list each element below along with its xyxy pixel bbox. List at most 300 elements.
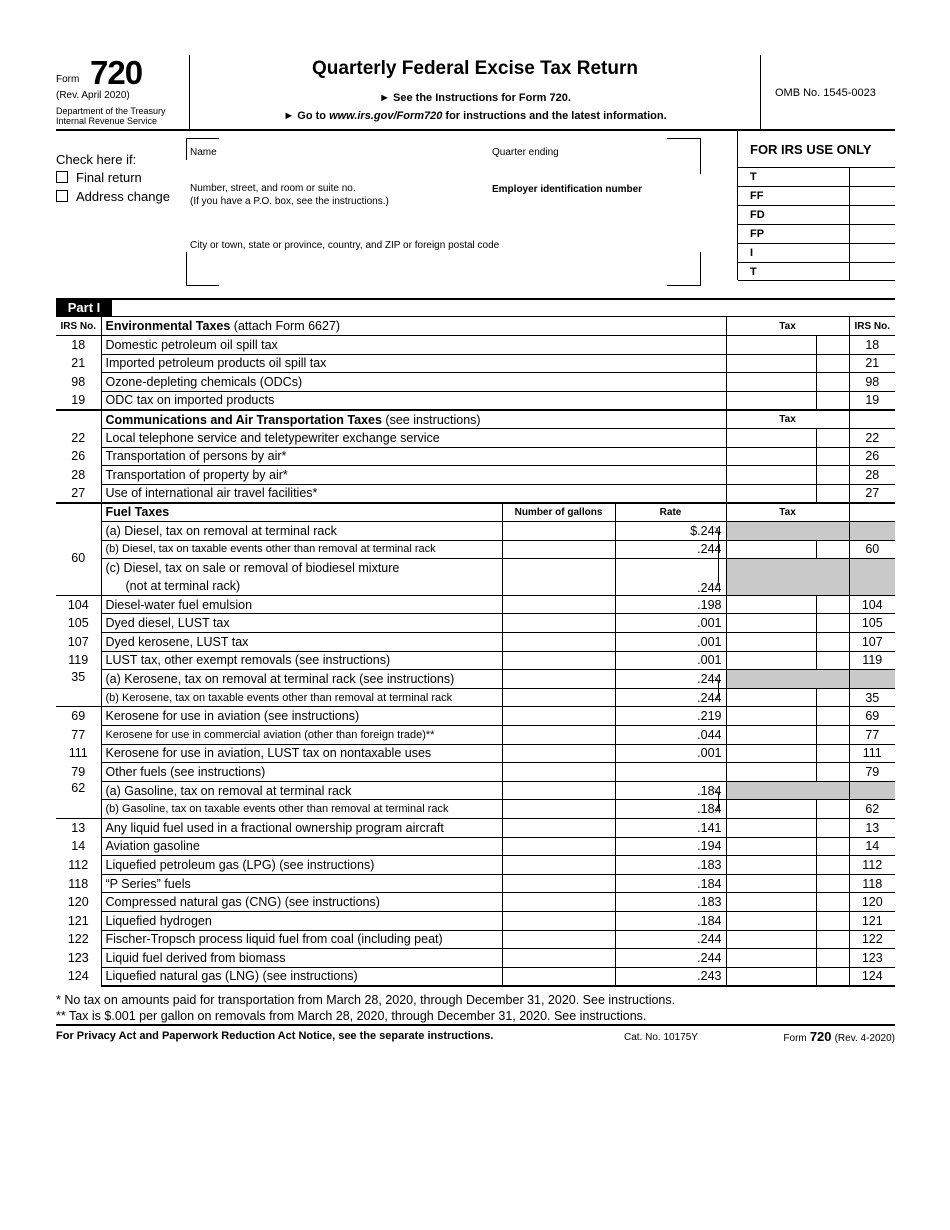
comm-title-note: (see instructions) [381,412,481,427]
table-row [56,837,895,856]
gallons-input[interactable] [502,818,615,837]
table-row [56,893,895,912]
final-return-label: Final return [76,170,142,185]
irs-number-right: 121 [849,911,895,930]
address-change-checkbox[interactable] [56,190,68,202]
rate-value: .001 [615,744,726,763]
check-here-label: Check here if: [56,152,137,167]
rate-value: .244 [615,559,726,596]
final-return-checkbox[interactable] [56,171,68,183]
tax-dollars-input[interactable] [726,466,816,485]
row-description: Any liquid fuel used in a fractional ownership program aircraft [101,818,502,837]
tax-dollars-input[interactable] [726,967,816,986]
fuel-title: Fuel Taxes [101,503,502,522]
tax-dollars-input[interactable] [726,391,816,410]
footnote-2: ** Tax is $.001 per gallon on removals from March 28, 2020, through December 31, 2020. See instructions. [56,1009,647,1023]
rate-value: .243 [615,967,726,986]
irs-code: FP [750,228,765,240]
gallons-input[interactable] [502,856,615,875]
row-description: Diesel-water fuel emulsion [101,595,502,614]
irs-number: 77 [56,725,101,744]
city-field-label: City or town, state or province, country, and ZIP or foreign postal code [190,240,500,251]
table-row [56,670,895,689]
irs-code: FF [750,190,764,202]
row-description: Liquid fuel derived from biomass [101,949,502,968]
tax-dollars-input[interactable] [726,911,816,930]
gallons-input[interactable] [502,930,615,949]
shaded-cell [726,781,849,800]
shaded-cell [849,559,895,596]
table-row [56,930,895,949]
shaded-cell [726,522,849,541]
rate-value: .184 [615,874,726,893]
table-row [56,781,895,800]
irs-number: 122 [56,930,101,949]
rate-value: .198 [615,595,726,614]
tax-cents-input[interactable] [816,633,849,652]
tax-dollars-input[interactable] [726,837,816,856]
table-row [56,429,895,448]
tax-dollars-input[interactable] [726,707,816,726]
rate-value: .001 [615,633,726,652]
privacy-notice: For Privacy Act and Paperwork Reduction Act Notice, see the separate instructions. [56,1030,494,1042]
table-row [56,967,895,986]
rate-value: .244 [615,688,726,707]
irs-number-right: 27 [849,484,895,503]
table-row [56,707,895,726]
irs-number-right: 35 [849,688,895,707]
part-label: Part I [56,299,112,316]
irs-number-right: 124 [849,967,895,986]
tax-cents-input[interactable] [816,429,849,448]
tax-cents-input[interactable] [816,447,849,466]
empty-cell [849,410,895,429]
empty-cell [849,503,895,522]
gallons-input[interactable] [502,633,615,652]
irs-number: 111 [56,744,101,763]
table-row [56,522,895,541]
table-row [56,633,895,652]
tax-cents-input[interactable] [816,651,849,670]
tax-cents-input[interactable] [816,484,849,503]
row-description: Kerosene for use in aviation, LUST tax on nontaxable uses [101,744,502,763]
bracket-right-top-h [667,138,700,139]
rate-value: .219 [615,707,726,726]
tax-dollars-input[interactable] [726,336,816,355]
irs-number: 28 [56,466,101,485]
bracket-right-top [700,138,701,174]
irs-number-right: 98 [849,373,895,392]
department-name: Department of the Treasury Internal Revenue Service [56,106,166,126]
rate-value: .001 [615,614,726,633]
gallons-input[interactable] [502,725,615,744]
gallons-input[interactable] [502,949,615,968]
website-suffix: for instructions and the latest information. [442,110,667,122]
irs-number: 22 [56,429,101,448]
bracket-right-bottom [700,252,701,286]
irs-number-right: 21 [849,354,895,373]
irs-number: 98 [56,373,101,392]
row-description: Dyed kerosene, LUST tax [101,633,502,652]
rate-value: .044 [615,725,726,744]
gallons-input[interactable] [502,522,615,541]
tax-dollars-input[interactable] [726,744,816,763]
kerosene-brace [709,676,719,702]
row-description: ODC tax on imported products [101,391,726,410]
irs-number-right: 60 [849,540,895,559]
shaded-cell [849,670,895,689]
irs-use-row [738,186,895,205]
row-description: Dyed diesel, LUST tax [101,614,502,633]
irs-number: 119 [56,651,101,670]
table-row [56,614,895,633]
rate-value: .244 [615,930,726,949]
shaded-cell [849,522,895,541]
tax-cents-input[interactable] [816,856,849,875]
tax-cents-input[interactable] [816,391,849,410]
row-description: (b) Gasoline, tax on taxable events other than removal at terminal rack [101,800,502,819]
rate-value: .184 [615,781,726,800]
table-row [56,949,895,968]
tax-dollars-input[interactable] [726,429,816,448]
irs-number-right: 28 [849,466,895,485]
row-description: Liquefied petroleum gas (LPG) (see instructions) [101,856,502,875]
tax-cents-input[interactable] [816,540,849,559]
irs-number-right: 111 [849,744,895,763]
irs-no-header-right: IRS No. [849,317,895,336]
gallons-input[interactable] [502,837,615,856]
irs-number: 107 [56,633,101,652]
footnote-1: * No tax on amounts paid for transportation from March 28, 2020, through December 31, 2020. See instructions. [56,993,676,1007]
tax-cents-input[interactable] [816,373,849,392]
irs-code: T [750,266,757,278]
irs-number: 79 [56,763,101,782]
row-description: (a) Diesel, tax on removal at terminal rack [101,522,502,541]
table-row [56,874,895,893]
tax-dollars-input[interactable] [726,540,816,559]
irs-number-right: 112 [849,856,895,875]
irs-number-right: 123 [849,949,895,968]
rate-value: .244 [615,949,726,968]
tax-cents-input[interactable] [816,688,849,707]
irs-number: 112 [56,856,101,875]
irs-number-right: 107 [849,633,895,652]
irs-number: 13 [56,818,101,837]
tax-cents-input[interactable] [816,763,849,782]
env-title [101,317,726,336]
row-description: Kerosene for use in aviation (see instructions) [101,707,502,726]
tax-cents-input[interactable] [816,354,849,373]
row-description: Aviation gasoline [101,837,502,856]
irs-number-right: 122 [849,930,895,949]
rate-value: .244 [615,540,726,559]
gallons-input[interactable] [502,874,615,893]
comm-title-text: Communications and Air Transportation Taxes [105,412,382,427]
tax-dollars-input[interactable] [726,949,816,968]
gallons-header: Number of gallons [502,503,615,522]
rate-value: .184 [615,800,726,819]
tax-dollars-input[interactable] [726,595,816,614]
tax-cents-input[interactable] [816,725,849,744]
tax-dollars-input[interactable] [726,651,816,670]
tax-dollars-input[interactable] [726,688,816,707]
quarter-ending-label: Quarter ending [492,147,559,158]
gallons-input[interactable] [502,688,615,707]
irs-use-row [738,224,895,243]
name-field-label: Name [190,147,217,158]
table-row [56,447,895,466]
irs-number: 120 [56,893,101,912]
irs-number: 118 [56,874,101,893]
irs-number: 104 [56,595,101,614]
shaded-cell [726,559,849,596]
bracket-right-bottom-h [667,285,700,286]
gallons-input[interactable] [502,595,615,614]
rate-value: .141 [615,818,726,837]
tax-cents-input[interactable] [816,595,849,614]
table-row [56,336,895,355]
irs-code: FD [750,209,765,221]
tax-cents-input[interactable] [816,911,849,930]
irs-number-right: 77 [849,725,895,744]
table-row [56,818,895,837]
irs-number-right: 22 [849,429,895,448]
form-title: Quarterly Federal Excise Tax Return [312,58,638,79]
tax-cents-input[interactable] [816,800,849,819]
irs-number: 105 [56,614,101,633]
irs-number-right: 119 [849,651,895,670]
table-row [56,744,895,763]
rate-value: .183 [615,893,726,912]
gallons-input[interactable] [502,781,615,800]
tax-dollars-input[interactable] [726,800,816,819]
irs-number: 27 [56,484,101,503]
rate-value: .194 [615,837,726,856]
tax-dollars-input[interactable] [726,447,816,466]
env-title-note: (attach Form 6627) [230,319,341,334]
irs-number: 14 [56,837,101,856]
tax-dollars-input[interactable] [726,874,816,893]
address-field-note: (If you have a P.O. box, see the instructions.) [190,196,389,207]
irs-number-right: 79 [849,763,895,782]
irs-number: 124 [56,967,101,986]
bracket-left-top-h [186,138,219,139]
irs-number: 121 [56,911,101,930]
irs-number-right: 120 [849,893,895,912]
gallons-input[interactable] [502,800,615,819]
table-row [56,354,895,373]
row-description: (c) Diesel, tax on sale or removal of biodiesel mixture [105,560,400,575]
tax-header: Tax [726,503,849,522]
footer-rule [56,1024,895,1026]
table-row [56,373,895,392]
ein-label: Employer identification number [492,184,643,195]
irs-number-right: 62 [849,800,895,819]
website-line [190,110,760,122]
gallons-input[interactable] [502,893,615,912]
rate-value: .244 [615,670,726,689]
irs-number: 62 [56,781,101,818]
shaded-cell [726,670,849,689]
irs-number: 18 [56,336,101,355]
bracket-left-bottom [186,252,187,286]
irs-use-row [738,243,895,262]
comm-title [101,410,726,429]
tax-dollars-input[interactable] [726,725,816,744]
row-description: “P Series” fuels [101,874,502,893]
gallons-input[interactable] [502,707,615,726]
tax-dollars-input[interactable] [726,354,816,373]
part-rule [56,298,895,300]
irs-number: 35 [56,670,101,707]
table-row [56,800,895,819]
irs-use-title: FOR IRS USE ONLY [750,142,872,157]
irs-use-row [738,262,895,281]
gallons-input[interactable] [502,911,615,930]
tax-cents-input[interactable] [816,837,849,856]
tax-dollars-input[interactable] [726,633,816,652]
tax-cents-input[interactable] [816,818,849,837]
tax-cents-input[interactable] [816,707,849,726]
row-description: (a) Gasoline, tax on removal at terminal rack [101,781,502,800]
row-description: Local telephone service and teletypewriter exchange service [101,429,726,448]
irs-number-right: 19 [849,391,895,410]
irs-no-header: IRS No. [56,317,101,336]
gallons-input[interactable] [502,559,615,596]
tax-cents-input[interactable] [816,336,849,355]
irs-code: T [750,171,757,183]
gallons-input[interactable] [502,763,615,782]
tax-header: Tax [726,410,849,429]
footer-form-rev: (Rev. 4-2020) [834,1033,895,1044]
tax-cents-input[interactable] [816,744,849,763]
bracket-left-top [186,138,187,160]
table-row [56,466,895,485]
tax-cents-input[interactable] [816,614,849,633]
irs-number-right: 118 [849,874,895,893]
tax-dollars-input[interactable] [726,818,816,837]
footer-form-id [783,1029,895,1044]
header-divider-right [760,55,761,129]
row-description: (a) Kerosene, tax on removal at terminal rack (see instructions) [101,670,502,689]
row-description: Transportation of property by air* [101,466,726,485]
footer-form-number: 720 [809,1029,832,1044]
row-description: Liquefied hydrogen [101,911,502,930]
gallons-input[interactable] [502,614,615,633]
form-revision: (Rev. April 2020) [56,90,130,101]
shaded-cell [849,781,895,800]
row-description: Liquefied natural gas (LNG) (see instructions) [101,967,502,986]
gallons-input[interactable] [502,744,615,763]
irs-code: I [750,247,754,259]
tax-cents-input[interactable] [816,930,849,949]
table-row [56,484,895,503]
rate-value: .184 [615,911,726,930]
tax-table [56,317,895,987]
address-change-label: Address change [76,189,170,204]
website-link[interactable]: www.irs.gov/Form720 [329,110,443,122]
tax-dollars-input[interactable] [726,893,816,912]
row-description: Compressed natural gas (CNG) (see instructions) [101,893,502,912]
gallons-input[interactable] [502,540,615,559]
tax-dollars-input[interactable] [726,763,816,782]
table-row [56,391,895,410]
table-row [56,911,895,930]
irs-number-right: 26 [849,447,895,466]
tax-dollars-input[interactable] [726,484,816,503]
instructions-line: ► See the Instructions for Form 720. [379,92,571,104]
website-prefix: ► Go to [283,110,330,122]
header-rule [56,129,895,131]
catalog-number: Cat. No. 10175Y [624,1032,698,1043]
table-row [56,595,895,614]
irs-number: 26 [56,447,101,466]
irs-number-right: 104 [849,595,895,614]
tax-cents-input[interactable] [816,967,849,986]
row-description: Kerosene for use in commercial aviation (other than foreign trade)** [101,725,502,744]
tax-dollars-input[interactable] [726,930,816,949]
tax-dollars-input[interactable] [726,614,816,633]
rate-value [615,763,726,782]
tax-cents-input[interactable] [816,949,849,968]
irs-number: 19 [56,391,101,410]
irs-number: 60 [56,522,101,596]
row-description: Transportation of persons by air* [101,447,726,466]
irs-use-row [738,205,895,224]
row-description: (not at terminal rack) [101,577,502,596]
irs-number: 21 [56,354,101,373]
tax-header: Tax [726,317,849,336]
irs-number-right: 14 [849,837,895,856]
gallons-input[interactable] [502,670,615,689]
gasoline-brace [709,788,719,814]
row-description: Fischer-Tropsch process liquid fuel from coal (including peat) [101,930,502,949]
row-description: (b) Diesel, tax on taxable events other than removal at terminal rack [101,540,502,559]
form-number: 720 [90,54,143,91]
rate-value: .183 [615,856,726,875]
row-description: Imported petroleum products oil spill tax [101,354,726,373]
tax-cents-input[interactable] [816,874,849,893]
footer-form-word: Form [783,1033,807,1044]
table-row [56,725,895,744]
env-title-text: Environmental Taxes [105,319,231,334]
empty-cell [56,503,101,522]
gallons-input[interactable] [502,967,615,986]
tax-cents-input[interactable] [816,466,849,485]
tax-cents-input[interactable] [816,893,849,912]
rate-value: $.244 [615,522,726,541]
tax-dollars-input[interactable] [726,373,816,392]
diesel-brace [709,526,719,588]
table-row [56,688,895,707]
rate-header: Rate [615,503,726,522]
irs-number-right: 13 [849,818,895,837]
bracket-left-bottom-h [186,285,219,286]
tax-dollars-input[interactable] [726,856,816,875]
table-row [56,540,895,559]
omb-number: OMB No. 1545-0023 [775,87,876,99]
row-description: Domestic petroleum oil spill tax [101,336,726,355]
table-row [56,559,895,577]
table-row [56,651,895,670]
gallons-input[interactable] [502,651,615,670]
rate-value: .001 [615,651,726,670]
row-description: Other fuels (see instructions) [101,763,502,782]
irs-number-right: 18 [849,336,895,355]
irs-number: 69 [56,707,101,726]
form-label: Form [56,74,80,85]
table-row [56,763,895,782]
